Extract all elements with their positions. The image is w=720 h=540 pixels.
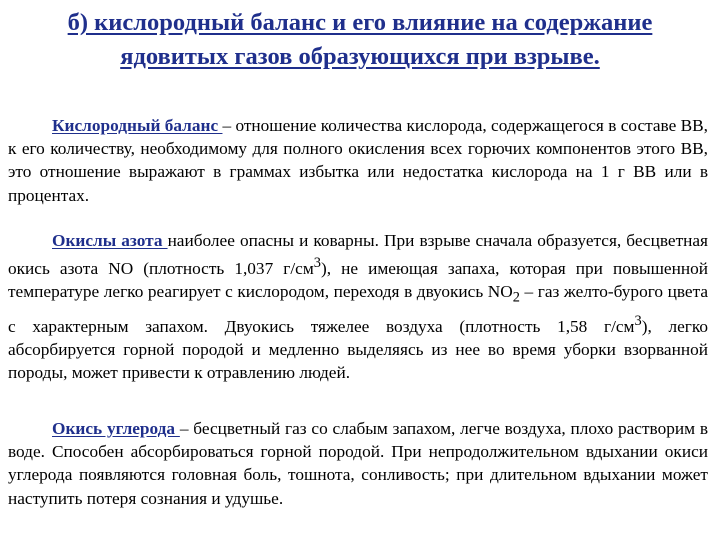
nitrogen-oxides-text-a: наиболее опасны и коварны. При взрыве сначала образуется, бесцветная окись азота NO (плотность 1,037 г/см <box>8 231 708 278</box>
nitrogen-oxides-text-d: ), легко абсорбируется горной породой и медленно выделяясь из нее во время уборки взорванной породы, может привести к отравлению людей. <box>8 316 708 382</box>
superscript-3-second: 3 <box>634 312 642 329</box>
nitrogen-oxides-text-c: – газ желто-бурого цвета с характерным запахом. Двуокись тяжелее воздуха (плотность 1,58 г/см <box>8 282 709 336</box>
slide-title <box>0 6 720 74</box>
oxygen-balance-text: – отношение количества кислорода, содержащегося в составе ВВ, к его количеству, необходимому для полного окисления всех горючих компонентов этого ВВ, это отношение выражают в граммах избытка или недостатка кислорода на 1 г ВВ или в процентах. <box>8 116 708 205</box>
term-nitrogen-oxides: Окислы азота <box>52 231 168 250</box>
paragraph-oxygen-balance <box>8 114 708 207</box>
carbon-monoxide-text: – бесцветный газ со слабым запахом, легче воздуха, плохо растворим в воде. Способен абсорбироваться горной породой. При непродолжительном вдыхании окиси углерода появляются головная боль, тошнота, сонливость; при длительном вдыхании может наступить потеря сознания и удушье. <box>8 419 708 508</box>
term-carbon-monoxide: Окись углерода <box>52 419 180 438</box>
term-oxygen-balance: Кислородный баланс <box>52 116 223 135</box>
paragraph-carbon-monoxide <box>8 417 708 510</box>
title-line-2: ядовитых газов образующихся при взрыве. <box>120 43 600 70</box>
paragraph-nitrogen-oxides <box>8 229 708 384</box>
nitrogen-oxides-text-b: ), не имеющая запаха, которая при повышенной температуре легко реагирует с кислородом, переходя в двуокись NO <box>8 258 708 302</box>
superscript-3: 3 <box>313 255 321 272</box>
title-line-1: б) кислородный баланс и его влияние на содержание <box>67 9 653 36</box>
subscript-2: 2 <box>512 289 520 306</box>
